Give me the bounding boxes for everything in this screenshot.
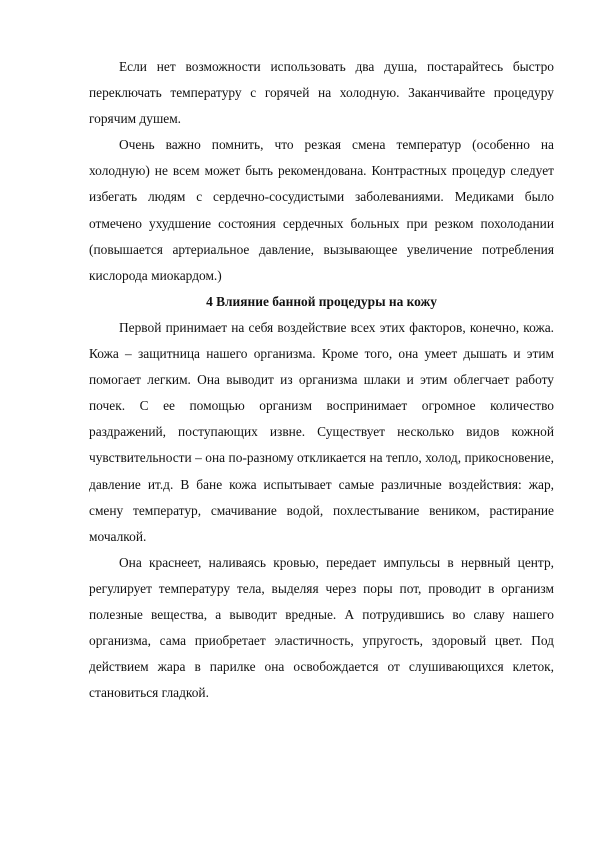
section-heading: 4 Влияние банной процедуры на кожу xyxy=(206,293,437,309)
paragraph-contrast-shower: Если нет возможности использовать два душа, постарайтесь быстро переключать температуру с горячей на холодную. Заканчивайте процедуру горячим душем. xyxy=(89,59,554,127)
paragraph-skin-response: Она краснеет, наливаясь кровью, передает импульсы в нервный центр, регулирует температуру тела, выделяя через поры пот, проводит в организм полезные вещества, а выводит вредные. А потрудившись во славу нашего организма, сама приобретает эластичность, упругость, здоровый цвет. Под действием жара в парилке она освобождается от слушивающихся клеток, становиться гладкой. xyxy=(89,554,554,701)
paragraph-temperature-warning: Очень важно помнить, что резкая смена температур (особенно на холодную) не всем может быть рекомендована. Контрастных процедур следует избегать людям с сердечно-сосудистыми заболеваниями. Медиками было отмечено ухудшение состояния сердечных больных при резком похолодании (повышается артериальное давление, вызывающее увеличение потребления кислорода миокардом.) xyxy=(89,137,554,283)
paragraph-skin-functions: Первой принимает на себя воздействие всех этих факторов, конечно, кожа. Кожа – защитница нашего организма. Кроме того, она умеет дышать и этим помогает легким. Она выводит из организма шлаки и этим облегчает работу почек. С ее помощью организм воспринимает огромное количество раздражений, поступающих извне. Существует несколько видов кожной чувствительности – она по-разному откликается на тепло, холод, прикосновение, давление ит.д. В бане кожа испытывает самые различные воздействия: жар, смену температур, смачивание водой, похлестывание веником, растирание мочалкой. xyxy=(89,319,554,544)
page-content xyxy=(89,54,554,706)
